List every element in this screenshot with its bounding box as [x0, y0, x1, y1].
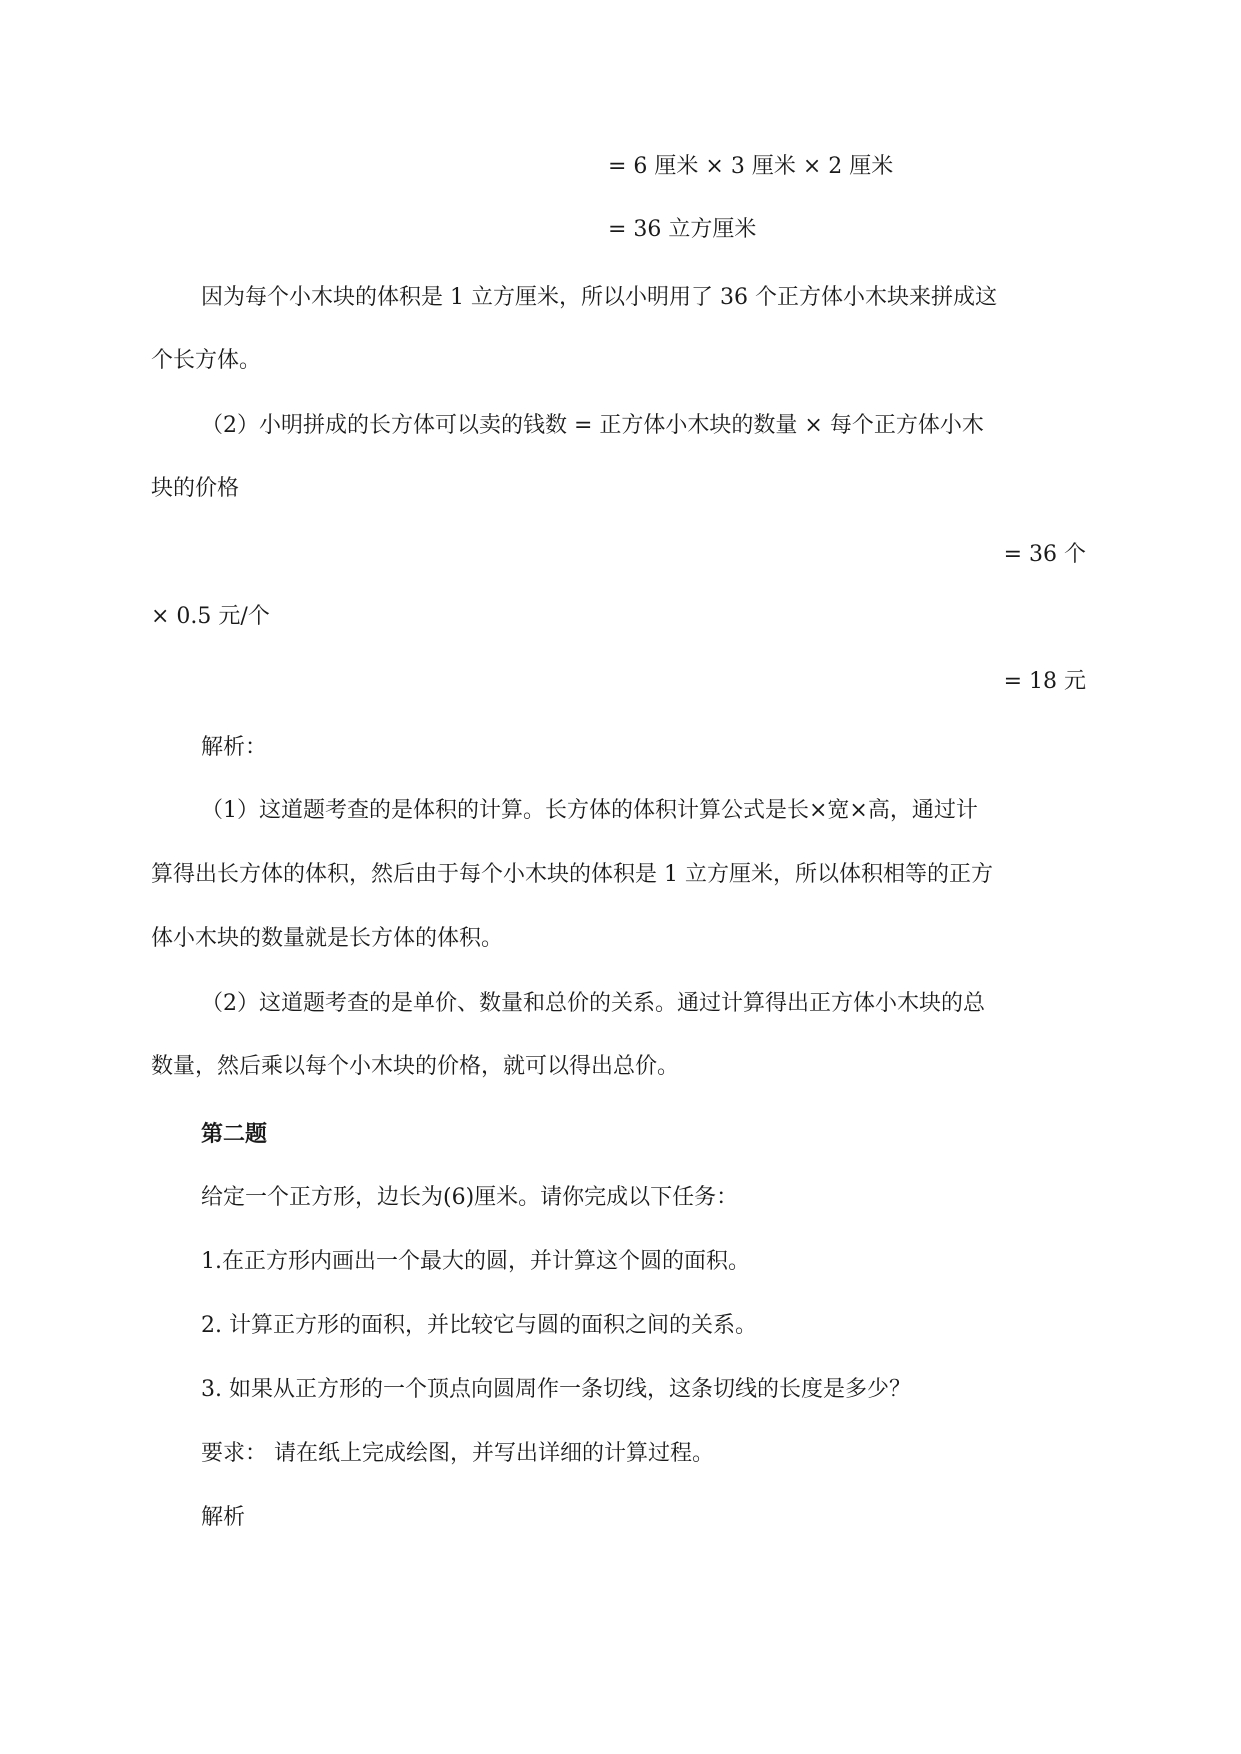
question2-task-3: 3. 如果从正方形的一个顶点向圆周作一条切线，这条切线的长度是多少？	[201, 1377, 911, 1402]
calc-line-1: = 6 厘米 × 3 厘米 × 2 厘米	[608, 154, 894, 179]
question2-requirement: 要求： 请在纸上完成绘图，并写出详细的计算过程。	[201, 1441, 714, 1466]
question2-task-1: 1.在正方形内画出一个最大的圆，并计算这个圆的面积。	[201, 1249, 750, 1274]
analysis-p1-line-1: （1）这道题考查的是体积的计算。长方体的体积计算公式是长×宽×高，通过计	[201, 798, 978, 823]
question2-title: 第二题	[201, 1121, 268, 1147]
answer2-line-3: = 36 个	[1003, 542, 1086, 567]
analysis-p2-line-2: 数量，然后乘以每个小木块的价格，就可以得出总价。	[151, 1054, 680, 1079]
analysis-p1-line-2: 算得出长方体的体积，然后由于每个小木块的体积是 1 立方厘米，所以体积相等的正方	[151, 862, 993, 887]
question2-intro: 给定一个正方形，边长为(6)厘米。请你完成以下任务：	[201, 1185, 739, 1210]
answer2-line-4: × 0.5 元/个	[151, 604, 270, 629]
question2-analysis-label: 解析	[201, 1505, 246, 1530]
answer2-line-5: = 18 元	[1003, 669, 1086, 694]
analysis-heading: 解析：	[201, 735, 268, 760]
calc-line-2: = 36 立方厘米	[608, 217, 757, 242]
answer1-line-1: 因为每个小木块的体积是 1 立方厘米，所以小明用了 36 个正方体小木块来拼成这	[201, 285, 997, 310]
answer1-line-2: 个长方体。	[151, 348, 262, 373]
analysis-p2-line-1: （2）这道题考查的是单价、数量和总价的关系。通过计算得出正方体小木块的总	[201, 991, 985, 1016]
answer2-line-1: （2）小明拼成的长方体可以卖的钱数 = 正方体小木块的数量 × 每个正方体小木	[201, 413, 984, 438]
answer2-line-2: 块的价格	[151, 476, 240, 501]
analysis-p1-line-3: 体小木块的数量就是长方体的体积。	[151, 926, 504, 951]
question2-task-2: 2. 计算正方形的面积，并比较它与圆的面积之间的关系。	[201, 1313, 757, 1338]
